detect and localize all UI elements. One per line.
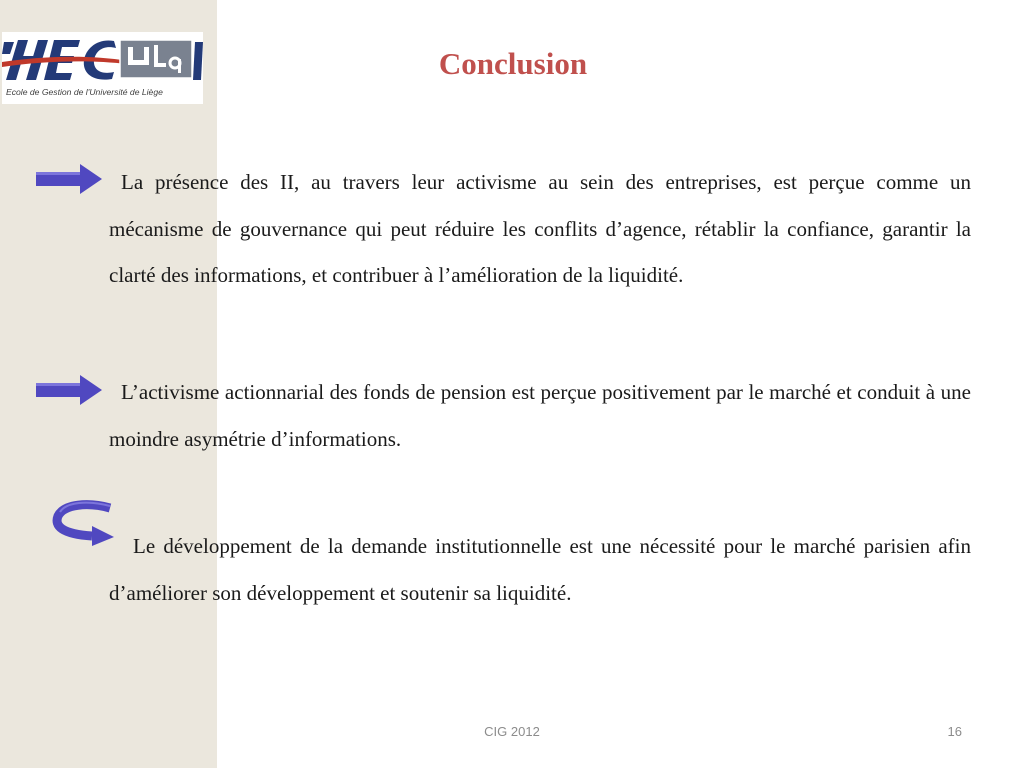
u-turn-arrow-icon xyxy=(48,500,118,548)
right-arrow-icon xyxy=(34,162,104,196)
bullet-2-text: L’activisme actionnarial des fonds de pension est perçue positivement par le marché et conduit à une moindre asymétrie d’informations. xyxy=(109,380,971,451)
hec-ulg-logo xyxy=(2,32,203,104)
page-number: 16 xyxy=(947,724,962,739)
logo-caption: Ecole de Gestion de l'Université de Liège xyxy=(6,87,163,97)
bullet-3-text: Le développement de la demande institutionnelle est une nécessité pour le marché parisien afin d’améliorer son développement et soutenir sa liquidité. xyxy=(109,534,971,605)
right-arrow-icon xyxy=(34,373,104,407)
footer-event: CIG 2012 xyxy=(484,724,540,739)
slide-title: Conclusion xyxy=(438,46,588,81)
hec-ulg-logo-mark xyxy=(2,32,203,87)
bullet-1-text: La présence des II, au travers leur activisme au sein des entreprises, est perçue comme un mécanisme de gouvernance qui peut réduire les conflits d’agence, rétablir la confiance, garantir la clarté des informations, et contribuer à l’amélioration de la liquidité. xyxy=(109,170,971,287)
